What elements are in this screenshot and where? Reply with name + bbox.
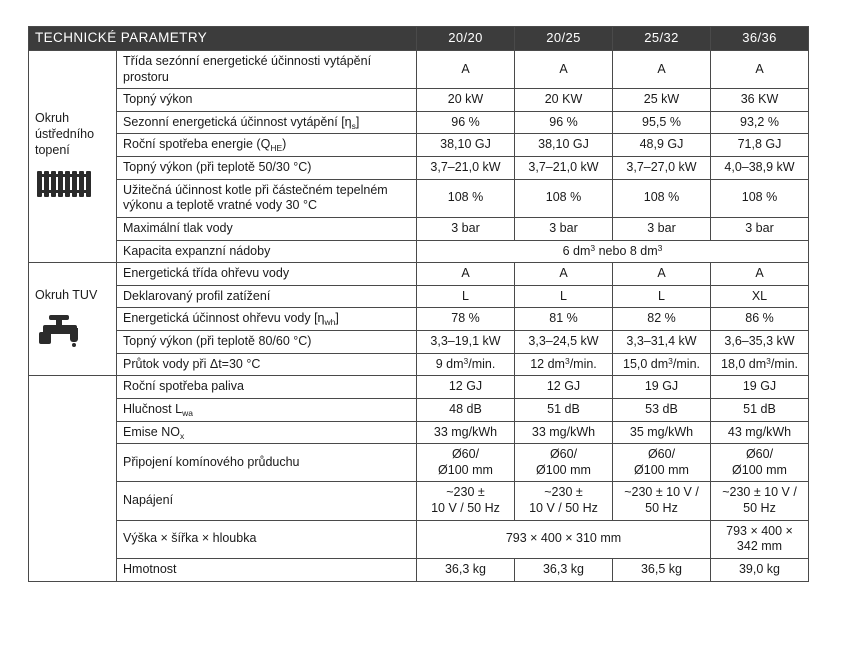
value-line2: 10 V / 50 Hz [529,501,598,515]
table-row [29,50,809,88]
value-line1: ~230 ± [446,485,485,500]
group-label-line1: Okruh TUV [35,287,98,302]
value-cell: 38,10 GJ [417,134,515,157]
value-cell [417,353,515,376]
value-sup: 3 [668,355,673,366]
param-text: Energetická účinnost ohřevu vody [η [123,311,325,326]
value-line2: 342 mm [736,539,783,554]
table-row [29,263,809,286]
value-prefix: 9 dm [435,356,464,371]
param-label: Maximální tlak vody [117,217,417,240]
value-cell: 48,9 GJ [613,134,711,157]
value-cell: 43 mg/kWh [711,421,809,444]
value-cell [613,353,711,376]
param-label [117,134,417,157]
table-row [29,308,809,331]
value-cell: 3,6–35,3 kW [711,331,809,354]
value-line1: Ø60/ [451,447,480,462]
value-line2: 10 V / 50 Hz [431,501,500,515]
value-cell: 82 % [613,308,711,331]
table-row [29,217,809,240]
group-label-line3: topení [35,143,70,158]
param-subscript: wh [324,317,336,328]
value-cell: 19 GJ [711,376,809,399]
group-label-line1: Okruh [35,110,70,125]
radiator-icon [35,169,110,204]
value-cell: 36,3 kg [417,558,515,581]
table-row [29,134,809,157]
value-cell: 108 % [613,179,711,217]
value-cell: 25 kW [613,89,711,112]
value-cell: 35 mg/kWh [613,421,711,444]
param-label: Hmotnost [117,558,417,581]
value-cell: 12 GJ [417,376,515,399]
value-cell [711,444,809,482]
value-cell: 108 % [711,179,809,217]
param-label: Roční spotřeba paliva [117,376,417,399]
param-label [117,421,417,444]
value-cell: 33 mg/kWh [515,421,613,444]
value-cell [417,482,515,520]
param-label: Topný výkon (při teplotě 80/60 °C) [117,331,417,354]
value-line2: Ø100 mm [438,462,493,477]
column-header-3: 36/36 [711,27,809,51]
group-dhw-circuit [29,263,117,376]
table-row [29,240,809,263]
value-line1: 793 × 400 × [726,523,793,538]
param-label: Deklarovaný profil zatížení [117,285,417,308]
faucet-icon [35,313,110,352]
param-label: Užitečná účinnost kotle při částečném tepelném výkonu a teplotě vratné vody 30 °C [117,179,417,217]
merged-value-sup2: 3 [657,242,663,253]
value-line2: Ø100 mm [536,462,591,477]
value-cell [515,353,613,376]
value-sup: 3 [564,355,570,366]
value-cell [515,444,613,482]
value-sup: 3 [463,355,469,366]
table-row [29,482,809,520]
value-cell [711,353,809,376]
value-line2: Ø100 mm [634,462,689,477]
value-cell: 3 bar [515,217,613,240]
value-cell [417,444,515,482]
param-label: Připojení komínového průduchu [117,444,417,482]
value-cell: A [417,50,515,88]
value-line2: 50 Hz [743,501,776,515]
value-cell: 38,10 GJ [515,134,613,157]
column-header-1: 20/25 [515,27,613,51]
merged-value-mid: nebo 8 dm [595,243,658,258]
table-row [29,157,809,180]
value-cell: 20 kW [417,89,515,112]
value-cell-merged [417,240,809,263]
value-suffix: /min. [468,356,496,371]
value-cell [711,520,809,558]
value-cell: 3 bar [417,217,515,240]
param-subscript: HE [270,143,283,154]
value-cell: 33 mg/kWh [417,421,515,444]
value-cell: 95,5 % [613,111,711,134]
table-row [29,421,809,444]
value-line1: ~230 ± 10 V / [722,485,797,500]
value-cell: A [711,263,809,286]
value-cell: A [613,263,711,286]
param-label: Topný výkon [117,89,417,112]
value-cell [515,482,613,520]
table-row [29,558,809,581]
table-row [29,111,809,134]
table-row [29,89,809,112]
value-cell: 96 % [515,111,613,134]
value-cell: 96 % [417,111,515,134]
value-line1: ~230 ± 10 V / [624,485,699,500]
value-prefix: 15,0 dm [623,356,669,371]
param-label [117,111,417,134]
value-cell: 3,3–24,5 kW [515,331,613,354]
param-label: Energetická třída ohřevu vody [117,263,417,286]
value-cell: 86 % [711,308,809,331]
param-label: Průtok vody při Δt=30 °C [117,353,417,376]
table-row [29,520,809,558]
value-cell: 81 % [515,308,613,331]
value-cell: 51 dB [515,398,613,421]
value-cell [711,482,809,520]
param-label [117,308,417,331]
param-text: Sezonní energetická účinnost vytápění [η [123,114,352,129]
value-cell: 12 GJ [515,376,613,399]
table-header-row [29,27,809,51]
value-cell: 3,3–19,1 kW [417,331,515,354]
param-subscript: x [179,430,185,441]
param-text: Emise NO [123,424,180,439]
value-cell: 108 % [417,179,515,217]
value-cell: 48 dB [417,398,515,421]
value-cell [613,482,711,520]
param-text-suffix: ] [335,311,339,326]
value-sup: 3 [766,355,771,366]
value-line1: Ø60/ [745,447,774,462]
table-row [29,285,809,308]
value-suffix: /min. [569,356,597,371]
value-cell: 3 bar [613,217,711,240]
value-suffix: /min. [770,356,798,371]
value-cell: A [711,50,809,88]
value-cell: 78 % [417,308,515,331]
value-line1: Ø60/ [647,447,676,462]
table-row [29,353,809,376]
table-row [29,444,809,482]
technical-parameters-table [28,26,809,582]
param-subscript: s [351,120,356,131]
column-header-2: 25/32 [613,27,711,51]
table-row [29,331,809,354]
value-suffix: /min. [672,356,700,371]
value-line2: Ø100 mm [732,462,787,477]
value-prefix: 12 dm [530,356,565,371]
column-header-0: 20/20 [417,27,515,51]
group-heating-circuit [29,50,117,262]
value-cell: 19 GJ [613,376,711,399]
table-title: TECHNICKÉ PARAMETRY [29,27,417,51]
value-cell: XL [711,285,809,308]
param-label [117,398,417,421]
param-subscript: wa [182,407,193,418]
value-cell: 71,8 GJ [711,134,809,157]
value-cell: 3 bar [711,217,809,240]
value-cell: 53 dB [613,398,711,421]
param-text: Hlučnost L [123,401,183,416]
value-cell: 51 dB [711,398,809,421]
param-text: Roční spotřeba energie (Q [123,137,271,152]
value-cell: 93,2 % [711,111,809,134]
value-cell: 3,7–27,0 kW [613,157,711,180]
param-label: Kapacita expanzní nádoby [117,240,417,263]
value-cell: 3,3–31,4 kW [613,331,711,354]
param-label: Výška × šířka × hloubka [117,520,417,558]
group-general [29,376,117,581]
value-cell: A [417,263,515,286]
value-cell: L [613,285,711,308]
value-line1: ~230 ± [544,485,583,500]
value-cell: 36 KW [711,89,809,112]
merged-value-prefix: 6 dm [562,243,591,258]
value-prefix: 18,0 dm [721,356,767,371]
param-text-suffix: ) [282,137,287,152]
value-cell: 108 % [515,179,613,217]
value-cell: 3,7–21,0 kW [417,157,515,180]
value-line2: 50 Hz [645,501,678,515]
param-label: Topný výkon (při teplotě 50/30 °C) [117,157,417,180]
value-cell: 4,0–38,9 kW [711,157,809,180]
value-cell: 20 KW [515,89,613,112]
value-cell: 36,5 kg [613,558,711,581]
param-label: Napájení [117,482,417,520]
value-cell-span3: 793 × 400 × 310 mm [417,520,711,558]
value-cell: 36,3 kg [515,558,613,581]
param-label: Třída sezónní energetické účinnosti vytápění prostoru [117,50,417,88]
value-cell: 3,7–21,0 kW [515,157,613,180]
table-row [29,179,809,217]
table-row [29,376,809,399]
value-cell: 39,0 kg [711,558,809,581]
value-cell: A [515,263,613,286]
table-row [29,398,809,421]
value-cell: L [515,285,613,308]
merged-value-sup1: 3 [590,242,596,253]
group-label-line2: ústředního [35,127,95,142]
value-cell: A [613,50,711,88]
value-cell: L [417,285,515,308]
value-cell: A [515,50,613,88]
value-cell [613,444,711,482]
value-line1: Ø60/ [549,447,578,462]
param-text-suffix: ] [355,114,360,129]
